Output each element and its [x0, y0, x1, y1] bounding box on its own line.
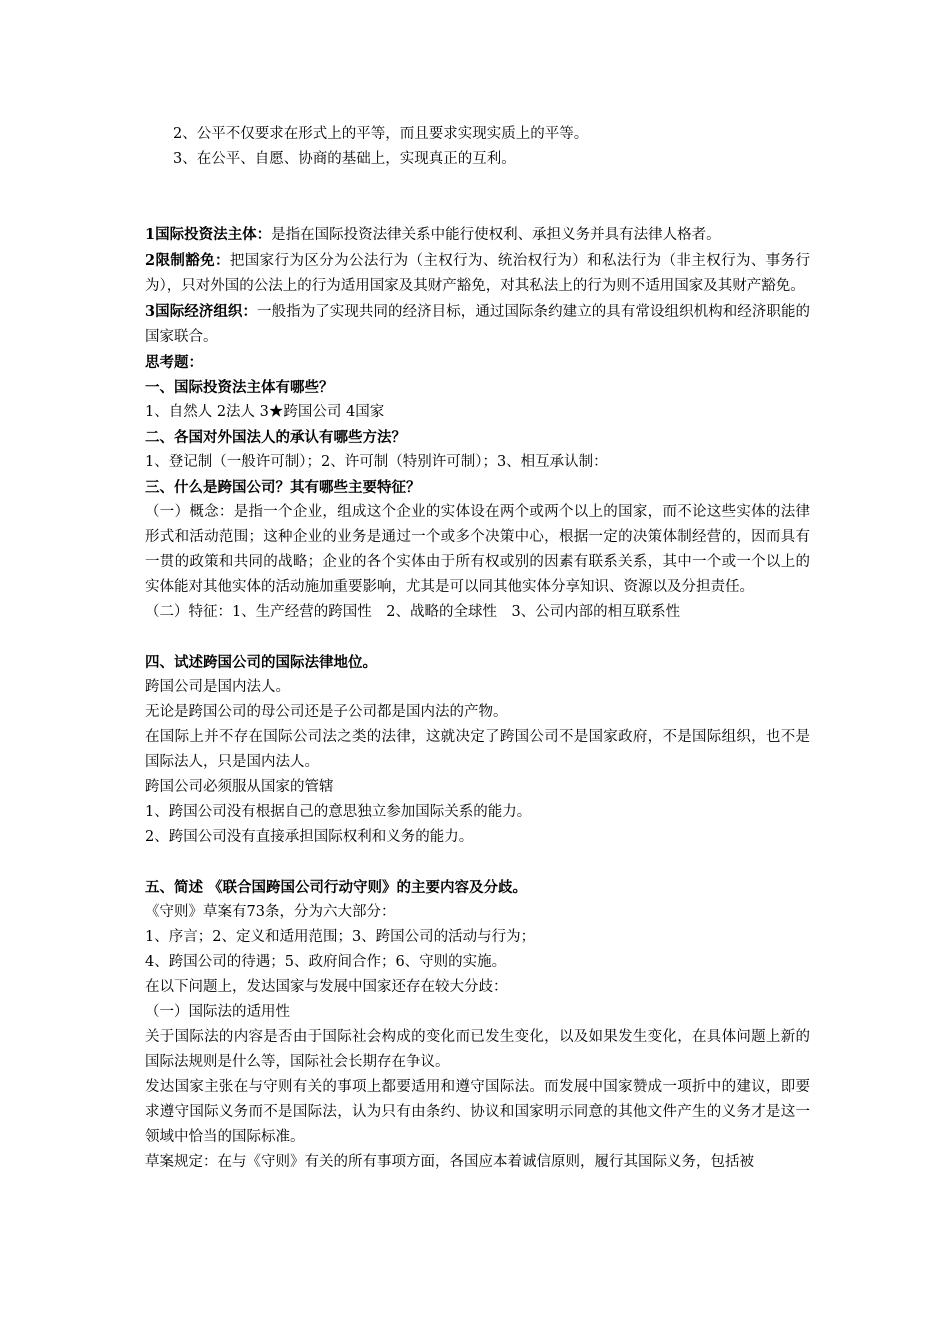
document-page — [145, 122, 810, 1175]
question-2-answer: 1、登记制（一般许可制）；2、许可制（特别许可制）；3、相互承认制： — [145, 454, 608, 470]
definition-1 — [145, 222, 810, 248]
question-5-line: 关于国际法的内容是否由于国际社会构成的变化而已发生变化，以及如果发生变化，在具体问题上新的国际法规则是什么等，国际社会长期存在争议。 — [145, 1029, 810, 1070]
definition-term: 1国际投资法主体： — [145, 226, 272, 243]
definition-text: 把国家行为区分为公法行为（主权行为、统治权行为）和私法行为（非主权行为、事务行为），只对外国的公法上的行为适用国家及其财产豁免，对其私法上的行为则不适用国家及其财产豁免。 — [145, 253, 811, 294]
question-4-title: 四、试述跨国公司的国际法律地位。 — [145, 654, 377, 671]
question-3-concept: （一）概念：是指一个企业，组成这个企业的实体设在两个或两个以上的国家，而不论这些实体的法律形式和活动范围；这种企业的业务是通过一个或多个决策中心，根据一定的决策体制经营的，因而具有一贯的政策和共同的战略；企业的各个实体由于所有权或别的因素有联系关系，其中一个或一个以上的实体能对其他实体的活动施加重要影响，尤其是可以同其他实体分享知识、资源以及分担责任。 — [145, 504, 810, 595]
definition-2 — [145, 248, 810, 299]
question-5-title: 五、简述 《联合国跨国公司行动守则》的主要内容及分歧。 — [145, 879, 528, 896]
question-4-line: 在国际上并不存在国际公司法之类的法律，这就决定了跨国公司不是国家政府，不是国际组织，也不是国际法人，只是国内法人。 — [145, 729, 810, 770]
spacer — [145, 625, 810, 650]
question-5-line: 4、跨国公司的待遇；5、政府间合作；6、守则的实施。 — [145, 954, 507, 970]
question-2-title: 二、各国对外国法人的承认有哪些方法？ — [145, 429, 406, 446]
definition-text: 是指在国际投资法律关系中能行使权利、承担义务并具有法律人格者。 — [271, 227, 721, 243]
question-4-line: 跨国公司必须服从国家的管辖 — [145, 779, 334, 795]
think-title: 思考题： — [145, 354, 203, 371]
question-5-line: （一）国际法的适用性 — [145, 1004, 290, 1020]
question-1-answer: 1、自然人 2法人 3★跨国公司 4国家 — [145, 404, 385, 420]
question-3-title: 三、什么是跨国公司？其有哪些主要特征？ — [145, 479, 421, 496]
question-4-line: 无论是跨国公司的母公司还是子公司都是国内法的产物。 — [145, 704, 508, 720]
intro-item-3: 3、在公平、自愿、协商的基础上，实现真正的互利。 — [173, 151, 516, 167]
question-5-line: 《守则》草案有73条，分为六大部分： — [145, 904, 396, 920]
question-5-line: 草案规定：在与《守则》有关的所有事项方面，各国应本着诚信原则，履行其国际义务，包括被 — [145, 1154, 754, 1170]
definition-term: 2限制豁免： — [145, 252, 230, 269]
definition-text: 一般指为了实现共同的经济目标，通过国际条约建立的具有常设组织机构和经济职能的国家联合。 — [145, 304, 811, 345]
question-5-line: 在以下问题上，发达国家与发展中国家还存在较大分歧： — [145, 979, 508, 995]
question-4-line: 2、跨国公司没有直接承担国际权利和义务的能力。 — [145, 829, 474, 845]
question-4-line: 跨国公司是国内法人。 — [145, 679, 290, 695]
definition-term: 3国际经济组织： — [145, 303, 258, 320]
question-5-line: 1、序言；2、定义和适用范围；3、跨国公司的活动与行为； — [145, 929, 536, 945]
spacer — [145, 172, 810, 222]
question-5-line: 发达国家主张在与守则有关的事项上都要适用和遵守国际法。而发展中国家赞成一项折中的建议，即要求遵守国际义务而不是国际法，认为只有由条约、协议和国家明示同意的其他文件产生的义务才是这一领域中恰当的国际标准。 — [145, 1079, 810, 1145]
spacer — [145, 850, 810, 875]
question-1-title: 一、国际投资法主体有哪些？ — [145, 379, 334, 396]
intro-item-2: 2、公平不仅要求在形式上的平等，而且要求实现实质上的平等。 — [173, 126, 589, 142]
question-4-line: 1、跨国公司没有根据自己的意思独立参加国际关系的能力。 — [145, 804, 532, 820]
question-3-features: （二）特征：1、生产经营的跨国性 2、战略的全球性 3、公司内部的相互联系性 — [145, 604, 681, 620]
definition-3 — [145, 299, 810, 350]
